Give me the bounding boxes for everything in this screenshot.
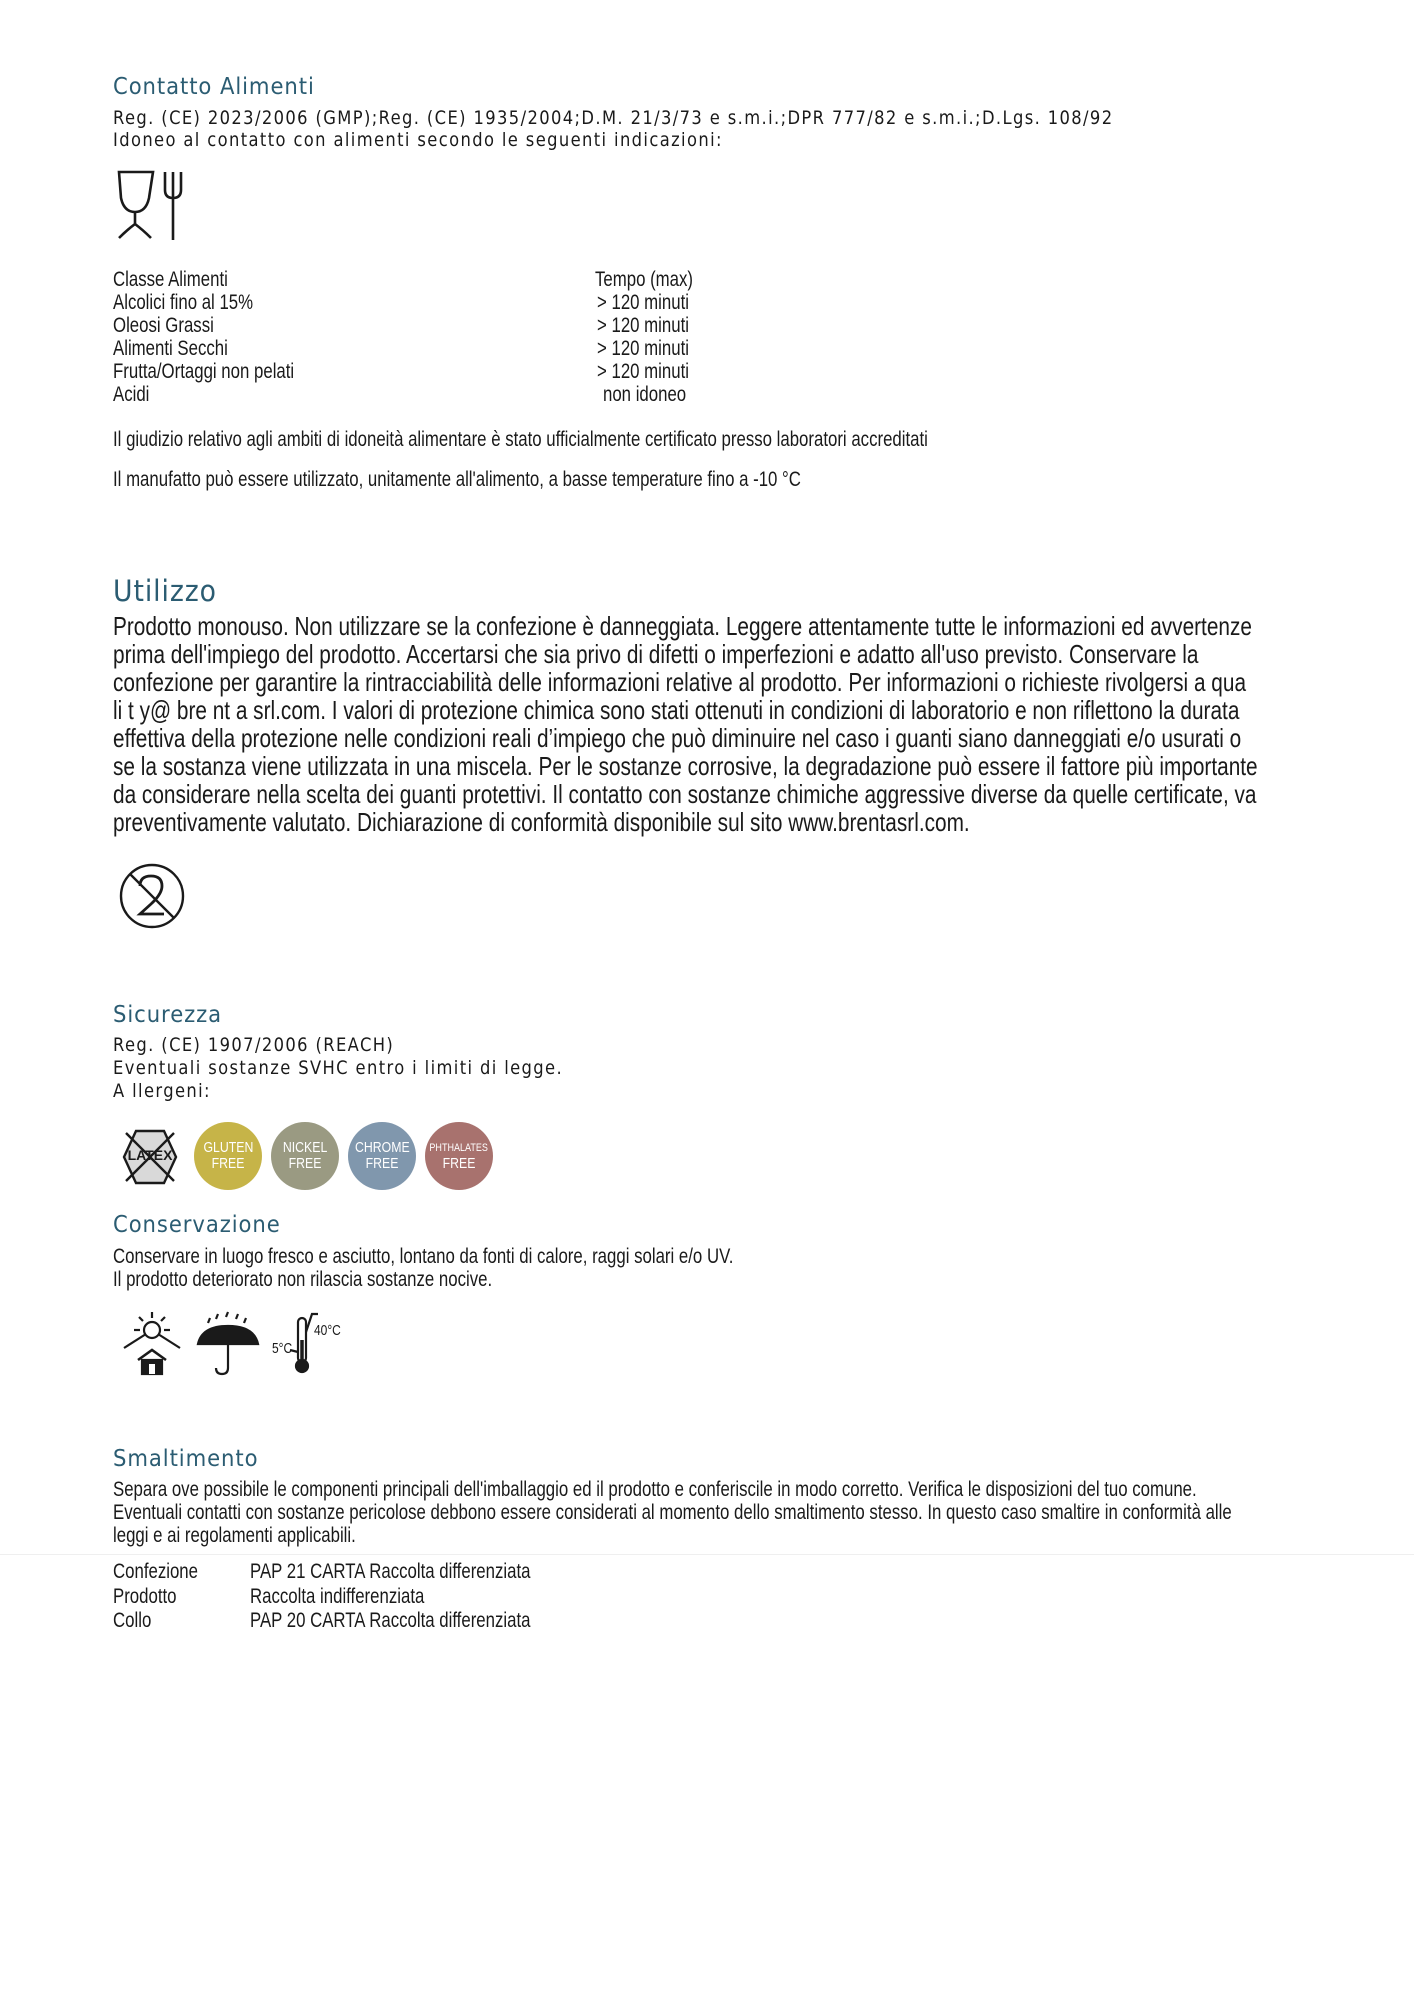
safety-line: Eventuali sostanze SVHC entro i limiti di legge. (113, 1057, 564, 1079)
usage-line: li t y@ bre nt a srl.com. I valori di protezione chimica sono stati ottenuti in condizioni di laboratorio e non riflettono la durata (113, 695, 1240, 725)
disposal-line: Eventuali contatti con sostanze pericolose debbono essere considerati al momento dello smaltimento stesso. In questo caso smaltire in conformità alle (113, 1501, 1232, 1524)
usage-line: se la sostanza viene utilizzata in una miscela. Per le sostanze corrosive, la degradazione può essere il fattore più importante (113, 751, 1258, 781)
food-contact-note: Il manufatto può essere utilizzato, unitamente all'alimento, a basse temperature fino a -10 °C (113, 468, 801, 491)
food-class-cell: Frutta/Ortaggi non pelati (113, 360, 295, 383)
badge-label: CHROME (354, 1139, 410, 1156)
food-time-header: Tempo (max) (595, 268, 694, 291)
badge-label: FREE (442, 1155, 476, 1172)
do-not-reuse-icon (118, 862, 186, 934)
food-class-cell: Alimenti Secchi (113, 337, 228, 360)
usage-line: preventivamente valutato. Dichiarazione di conformità disponibile sul sito www.brentasrl.com. (113, 807, 970, 837)
disposal-item: Confezione (113, 1560, 198, 1583)
food-time-cell: > 120 minuti (597, 291, 689, 314)
safety-line: A llergeni: (113, 1080, 211, 1102)
food-time-cell: > 120 minuti (597, 337, 689, 360)
food-time-cell: > 120 minuti (597, 314, 689, 337)
badge-label: FREE (288, 1155, 322, 1172)
usage-title: Utilizzo (113, 574, 217, 608)
disposal-title: Smaltimento (113, 1446, 259, 1472)
temperature-limit-icon (268, 1310, 348, 1382)
food-contact-title: Contatto Alimenti (113, 74, 315, 100)
safety-title: Sicurezza (113, 1002, 223, 1028)
chrome-free-icon (348, 1122, 416, 1190)
badge-label: PHTHALATES (429, 1142, 489, 1154)
usage-line: da considerare nella scelta dei guanti protettivi. Il contatto con sostanze chimiche aggressive diverse da quelle certificate, va (113, 779, 1257, 809)
glass-fork-icon (113, 168, 193, 248)
disposal-method: Raccolta indifferenziata (250, 1585, 425, 1608)
usage-line: prima dell'impiego del prodotto. Accertarsi che sia privo di difetti o imperfezioni e adatto all'uso previsto. Conservare la (113, 639, 1199, 669)
badge-label: GLUTEN (203, 1139, 253, 1156)
food-class-cell: Oleosi Grassi (113, 314, 214, 337)
keep-away-from-sunlight-icon (118, 1310, 186, 1382)
food-class-header: Classe Alimenti (113, 268, 228, 291)
usage-line: effettiva della protezione nelle condizioni reali d’impiego che può diminuire nel caso i guanti siano danneggiati e/o usurati o (113, 723, 1242, 753)
disposal-item: Collo (113, 1609, 152, 1632)
usage-line: confezione per garantire la rintracciabilità delle informazioni relative al prodotto. Per informazioni o richieste rivolgersi a qua (113, 667, 1247, 697)
disposal-method: PAP 21 CARTA Raccolta differenziata (250, 1560, 531, 1583)
disposal-line: leggi e ai regolamenti applicabili. (113, 1524, 356, 1547)
storage-line: Conservare in luogo fresco e asciutto, lontano da fonti di calore, raggi solari e/o UV. (113, 1245, 734, 1268)
temp-min-label: 5°C (272, 1340, 293, 1357)
badge-label: NICKEL (282, 1139, 328, 1156)
food-contact-intro: Idoneo al contatto con alimenti secondo le seguenti indicazioni: (113, 129, 723, 151)
latex-free-icon (116, 1123, 184, 1195)
disposal-item: Prodotto (113, 1585, 177, 1608)
food-time-cell: non idoneo (603, 383, 687, 406)
badge-label: LATEX (127, 1147, 173, 1163)
food-contact-regulations: Reg. (CE) 2023/2006 (GMP);Reg. (CE) 1935/2004;D.M. 21/3/73 e s.m.i.;DPR 777/82 e s.m.i.;D.Lgs. 108/92 (113, 107, 1114, 129)
usage-paragraph (113, 612, 1414, 836)
disposal-line: Separa ove possibile le componenti principali dell'imballaggio ed il prodotto e conferiscile in modo corretto. Verifica le disposizioni del tuo comune. (113, 1478, 1197, 1501)
storage-title: Conservazione (113, 1212, 281, 1238)
badge-label: FREE (211, 1155, 245, 1172)
gluten-free-icon (194, 1122, 262, 1190)
keep-dry-icon (194, 1310, 262, 1382)
divider (0, 1554, 1414, 1555)
safety-line: Reg. (CE) 1907/2006 (REACH) (113, 1034, 395, 1056)
food-class-cell: Acidi (113, 383, 150, 406)
storage-line: Il prodotto deteriorato non rilascia sostanze nocive. (113, 1268, 493, 1291)
nickel-free-icon (271, 1122, 339, 1190)
food-class-cell: Alcolici fino al 15% (113, 291, 254, 314)
usage-line: Prodotto monouso. Non utilizzare se la confezione è danneggiata. Leggere attentamente tutte le informazioni ed avvertenze (113, 611, 1252, 641)
disposal-method: PAP 20 CARTA Raccolta differenziata (250, 1609, 531, 1632)
phthalates-free-icon (425, 1122, 493, 1190)
food-contact-note: Il giudizio relativo agli ambiti di idoneità alimentare è stato ufficialmente certificato presso laboratori accreditati (113, 428, 928, 451)
badge-label: FREE (365, 1155, 399, 1172)
food-time-cell: > 120 minuti (597, 360, 689, 383)
temp-max-label: 40°C (314, 1322, 341, 1339)
